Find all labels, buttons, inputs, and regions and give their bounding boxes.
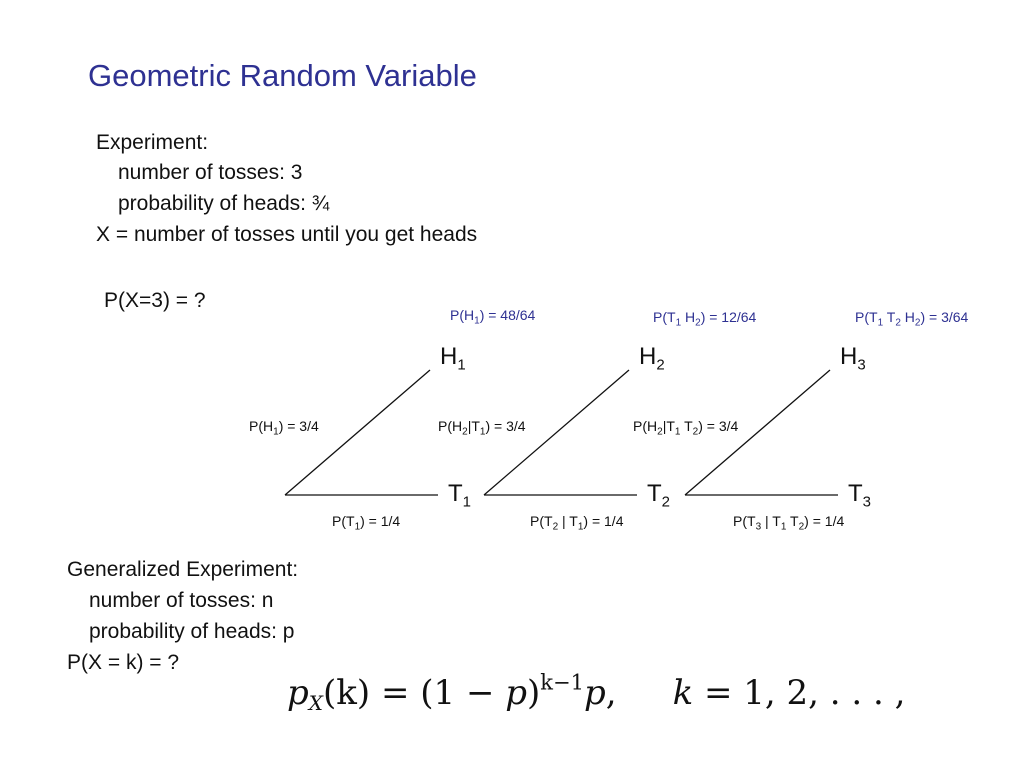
branch-tails-label-1: $P(T_1) = 1/4$ <box>332 513 401 533</box>
generalized-heading: Generalized Experiment: <box>67 558 299 581</box>
experiment-heading: Experiment: <box>96 131 209 154</box>
joint-prob-t1-h2: $P(T_1$ $H_2) = 12/64$ <box>653 309 757 329</box>
question-p-x-3: P(X=3) = ? <box>104 289 206 312</box>
branch-heads-label-1: $P(H_1) = 3/4$ <box>249 418 319 438</box>
page-title: Geometric Random Variable <box>88 58 477 93</box>
geometric-pmf-formula: $p_X(k) = (1 - p)^{k-1}p$, k = 1, 2, . . . , <box>287 670 906 715</box>
experiment-heads-probability: probability of heads: ¾ <box>118 192 330 215</box>
generalized-heads-probability: probability of heads: p <box>89 620 295 643</box>
joint-prob-h1: $P(H_1) = 48/64$ <box>450 307 536 327</box>
joint-prob-t1-t2-h3: $P(T_1$ $T_2$ $H_2) = 3/64$ <box>855 309 969 329</box>
generalized-tosses: number of tosses: n <box>89 589 274 612</box>
node-h2: $H_2$ <box>639 343 665 374</box>
random-variable-definition: X = number of tosses until you get heads <box>96 223 478 246</box>
node-t1: $T_1$ <box>448 480 472 511</box>
node-t2: $T_2$ <box>647 480 671 511</box>
branch-tails-label-2: $P(T_2$ | $T_1) = 1/4$ <box>530 513 624 533</box>
node-t3: $T_3$ <box>848 480 872 511</box>
branch-tails-label-3: $P(T_3$ | $T_1$ $T_2) = 1/4$ <box>733 513 845 533</box>
question-p-x-k: P(X = k) = ? <box>67 651 180 674</box>
node-h1: $H_1$ <box>440 343 466 374</box>
experiment-tosses: number of tosses: 3 <box>118 161 303 184</box>
branch-heads-label-2: $P(H_2|T_1) = 3/4$ <box>438 418 526 438</box>
branch-heads-label-3: $P(H_2|T_1$ $T_2) = 3/4$ <box>633 418 739 438</box>
node-h3: $H_3$ <box>840 343 866 374</box>
